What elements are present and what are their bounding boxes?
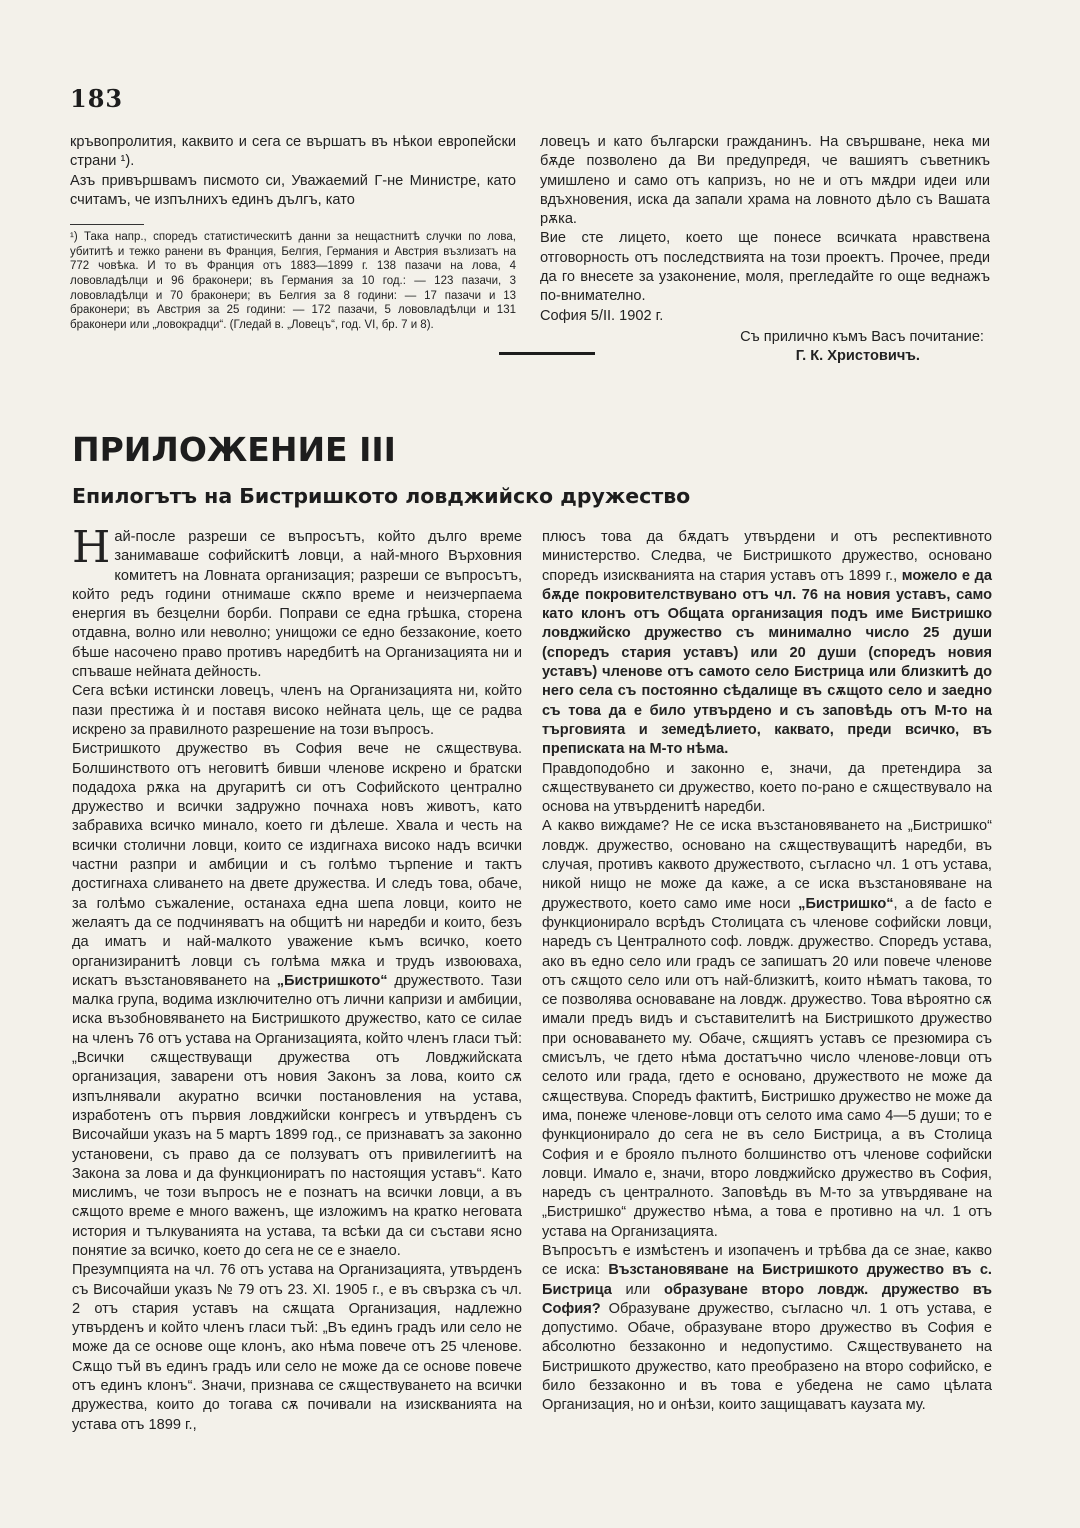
article-paragraph xyxy=(542,817,992,1242)
article-left-column xyxy=(72,522,522,1435)
page-number: 183 xyxy=(70,84,124,113)
letter-closing: Съ прилично къмъ Васъ почитание: xyxy=(740,328,984,345)
article-paragraph: Сега всѣки истински ловецъ, членъ на Организацията ни, който пази престижа ѝ и поставя високо нейната цель, ще се радва искрено за правилното разрешение на този въпросъ. xyxy=(72,683,522,738)
article-text: Бистришкото дружество въ София вече не сѫществува. Болшинството отъ неговитѣ бивши членове искрено и братски подадоха рѫка на другаритѣ си отъ Софийското централно дружество и всички задружно почнаха новъ животъ, като забравиха всичко минало, което ги дѣлеше. Хвала и честь на всички столични ловци, които се издигнаха високо надъ всички частни разпри и амбиции и съ голѣмо търпение и тактъ достигнаха сливането на двете дружества. И следъ това, обаче, за голѣмо съжаление, останаха една шепа ловци, които не желаятъ да се подчиняватъ на общитѣ ни наредби и които, безъ да иматъ и най-малкото уважение къмъ всичко, което организиранитѣ ловци съ голѣма мѫка и трудъ извоюваха, искатъ възстановяването на xyxy=(72,741,522,989)
letter-signature: Г. К. Христовичъ. xyxy=(795,348,920,365)
letter-right-column xyxy=(540,133,990,367)
article-right-column xyxy=(542,528,992,1416)
article-emphasis: можело е да бѫде покровителствувано отъ чл. 76 на новия уставъ, само като клонъ отъ Общата организация подъ име Бистришко ловджийско дружество съ минимално число 25 души (споредъ стария уставъ) или 20 души (споредъ новия уставъ) членове отъ самото село Бистрица или близкитѣ до него села съ постоянно сѣдалище въ сѫщото село и заедно съ това да е било утвърдено и съ заповѣдь отъ М-то на търговията и земедѣлието, каквато, преди всичко, въ преписката на М-то нѣма. xyxy=(542,567,992,758)
article-text: А какво виждаме? Не се иска възстановяването на „Бистришко“ ловдж. дружество, основано на сѫществуващитѣ наредби, въ случая, противъ каквото дружеството, съгласно чл. 1 отъ устава, никой нищо не може да каже, а се иска възстановяване на дружеството, което само име носи xyxy=(542,818,992,912)
article-text: дружеството. Тази малка група, водима изключително отъ лични капризи и амбиции, иска възобновяването на Бистришкото дружество, като се силае на членъ 76 отъ устава на Организацията, който членъ гласи тъй: „Всички сѫществуващи дружества отъ Ловджийската организация, заварени отъ новия Законъ за лова, които сѫ изпълнявали акуратно всички постановления на устава, изработенъ отъ първия ловджийски конгресъ и утвърденъ съ Височайши указъ на 5 мартъ 1899 год., се признаватъ за законно установени, съ право да се ползуватъ отъ привилегиитѣ на Закона за лова и да функциониратъ по настоящия уставъ“. Като мислимъ, че този въпросъ не е познатъ на всички ловци, а въ сѫщото време е много важенъ, ще изложимъ на кратко неговата история и тълкуванията на устава, та всѣки да си състави ясно понятие за всичко, което до сега не се е знаело. xyxy=(72,972,522,1259)
article-paragraph xyxy=(72,522,522,682)
letter-left-column xyxy=(70,133,516,332)
letter-paragraph: ловецъ и като български гражданинъ. На свършване, нека ми бѫде позволено да Ви предупредя, че вашиятъ съветникъ умишлено и само отъ капризъ, но не и отъ мѫдри идеи или вдъхновения, иска да запали храма на ловното дѣло съ Вашата рѫка. xyxy=(540,134,990,228)
article-paragraph xyxy=(542,1242,992,1416)
article-text: Въпросътъ е измѣстенъ и изопаченъ и трѣбва да се знае, какво се иска: xyxy=(542,1242,992,1279)
article-text: плюсъ това да бѫдатъ утвърдени и отъ респективното министерство. Следва, че Бистришкото дружество, основано споредъ изискванията на стария уставъ отъ 1899 г., xyxy=(542,529,992,584)
article-text: Образуване дружество, съгласно чл. 1 отъ устава, е допустимо. Обаче, образуване второ дружество въ София е абсолютно беззаконно и недопустимо. Сѫществуването на Бистришкото дружество, като преобразено на второ софийско, е било беззаконно и въ това е убедена не само цѣлата Организация, но и онѣзи, които защищаватъ каузата му. xyxy=(542,1300,992,1414)
article-paragraph xyxy=(72,740,522,1261)
section-separator xyxy=(499,352,595,355)
footnote-divider xyxy=(70,224,144,225)
section-subtitle: Епилогътъ на Бистришкото ловджийско дружество xyxy=(72,484,691,508)
letter-paragraph: Азъ привършвамъ писмото си, Уважаемий Г-не Министре, като считамъ, че изпълнихъ единъ дългъ, като xyxy=(70,172,516,208)
article-paragraph: Презумпцията на чл. 76 отъ устава на Организацията, утвърденъ съ Височайши указъ № 79 отъ 23. XI. 1905 г., е въ свързка съ чл. 2 отъ стария уставъ на сѫщата Организация, надлежно утвърденъ и който членъ гласи тъй: „Въ единъ градъ или село не може да се основе още клонъ, ако нѣма повече отъ 25 членове. Сѫщо тъй въ единъ градъ или село не може да се основе повече отъ единъ клонъ“. Значи, признава се сѫществуването на всички дружества, които до тогава сѫ почивали на изискванията на устава отъ 1899 г., xyxy=(72,1262,522,1433)
article-text: или xyxy=(611,1281,664,1298)
article-paragraph xyxy=(542,528,992,760)
article-emphasis: „Бистришкото“ xyxy=(276,972,388,989)
letter-paragraph: кръвопролития, каквито и сега се вършатъ въ нѣкои европейски страни ¹). xyxy=(70,134,516,170)
footnote: ¹) Така напр., споредъ статистическитѣ данни за нещастнитѣ случки по лова, убититѣ и тежко ранени въ Франция, Белгия, Германия и Австрия възлизатъ на 772 човѣка. И то въ Франция отъ 1883—1899 г. 138 пазачи на лова, 4 лововладѣлци и 96 браконери; въ Германия за 10 год.: — 123 пазачи, 3 лововладѣлци и 70 браконери; въ Белгия за 8 години: — 17 пазачи и 13 браконери; въ Австрия за 25 години: — 172 пазачи, 5 лововладѣлци и 131 браконери или „ловокрадци“. (Гледай в. „Ловецъ“, год. VI, бр. 7 и 8). xyxy=(70,231,516,331)
article-emphasis: „Бистришко“ xyxy=(798,895,894,912)
section-title: ПРИЛОЖЕНИЕ III xyxy=(72,430,396,469)
article-emphasis: образуване второ ловдж. дружество въ София? xyxy=(542,1281,993,1317)
article-text: , а de facto е функционирало всрѣдъ Столицата съ членове софийски ловци, наредъ съ Централното соф. ловдж. дружество. Споредъ устава, ако въ едно село или градъ се запишатъ 20 или повече членове отъ сѫщото село или отъ най-близкитѣ, които нѣматъ такова, то се позволява основаване на ловдж. дружество. Това вѣроятно сѫ имали предъ видъ и съставителитѣ на Бистришкото дружество при основаването му. Обаче, сѫщиятъ уставъ се презюмира съ смисълъ, че гдето нѣма достатъчно число членове-ловци отъ селото или града, гдето е основано, дружеството не може да сѫществува. Споредъ фактитѣ, Бистришко дружество не може да има, понеже членове-ловци отъ селото има само 4—5 души; то е функционирало до сега не въ село Бистрица, а въ Столица София и е брояло пълното болшинство отъ членове софийски ловци. Имало е, значи, второ ловджийско дружество въ София, наредъ съ централното. Заповѣдь въ М-то за утвърдяване на „Бистришко“ дружество нѣма, а това е противно на чл. 1 отъ устава на Организацията. xyxy=(542,895,992,1240)
article-text: ай-после разреши се въпросътъ, който дълго време занимаваше софийскитѣ ловци, а най-много Върховния комитетъ на Ловната организация; разреши се въпросътъ, който редъ години отнимаше скѫпо време и неизчерпаема енергия въ безцелни борби. Поправи се една грѣшка, сторена отдавна, волно или неволно; унищожи се едно беззаконие, което бѣше насочено право противъ наредбитѣ на Организацията ни и спъваше нейната дейность. xyxy=(72,529,522,681)
letter-dateline: София 5/II. 1902 г. xyxy=(540,307,664,324)
drop-cap: Н xyxy=(72,522,111,573)
article-paragraph: Правдоподобно и законно е, значи, да претендира за сѫществуването си дружество, което по-рано е сѫществувало на основа на утвърденитѣ наредби. xyxy=(542,760,992,816)
letter-paragraph: Вие сте лицето, което ще понесе всичката нравствена отговорность отъ последствията на този проектъ. Прочее, преди да го внесете за узаконение, моля, прегледайте го още веднажъ по-внимателно. xyxy=(540,230,990,305)
article-emphasis: Възстановяване на Бистришкото дружество въ с. Бистрица xyxy=(542,1262,992,1298)
